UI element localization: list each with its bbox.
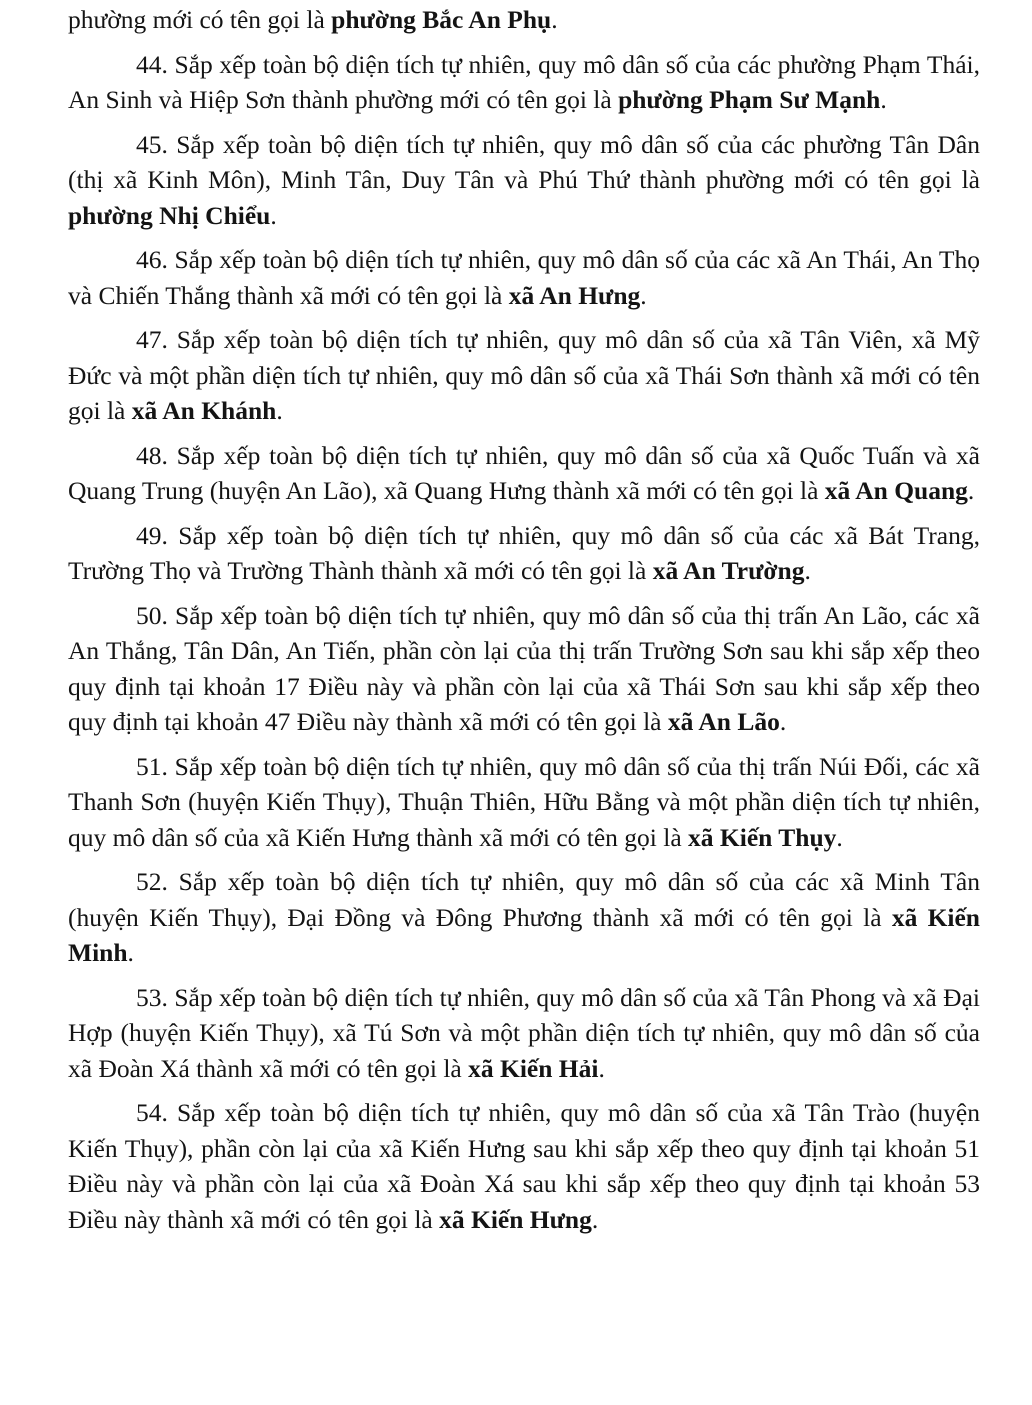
clause-end: . <box>276 396 283 425</box>
clause-52 <box>68 864 980 971</box>
clause-45 <box>68 127 980 234</box>
clause-54 <box>68 1095 980 1237</box>
new-unit-name: phường Bắc An Phụ <box>331 5 552 34</box>
clause-text: phường mới có tên gọi là <box>68 5 332 34</box>
new-unit-name: xã An Trường <box>652 556 805 585</box>
clause-text: 44. Sắp xếp toàn bộ diện tích tự nhiên, quy mô dân số của các phường Phạm Thái, An Sinh và Hiệp Sơn thành phường mới có tên gọi là <box>68 49 980 114</box>
clause-end: . <box>836 822 843 852</box>
clause-text: 48. Sắp xếp toàn bộ diện tích tự nhiên, quy mô dân số của xã Quốc Tuấn và xã Quang Trung (huyện An Lão), xã Quang Hưng thành xã mới có tên gọi là <box>68 440 980 505</box>
clause-end: . <box>127 938 134 967</box>
clause-text: 45. Sắp xếp toàn bộ diện tích tự nhiên, quy mô dân số của các phường Tân Dân (thị xã Kinh Môn), Minh Tân, Duy Tân và Phú Thứ thành phường mới có tên gọi là <box>68 129 980 194</box>
clause-end: . <box>598 1053 605 1083</box>
clause-46 <box>68 242 980 313</box>
new-unit-name: xã An Quang <box>824 476 968 505</box>
clause-text: 53. Sắp xếp toàn bộ diện tích tự nhiên, quy mô dân số của xã Tân Phong và xã Đại Hợp (huyện Kiến Thụy), xã Tú Sơn và một phần diện tích tự nhiên, quy mô dân số của xã Đoàn Xá thành xã mới có tên gọi là <box>68 982 980 1083</box>
new-unit-name: xã An Hưng <box>508 280 641 310</box>
clause-51 <box>68 749 980 856</box>
clause-end: . <box>967 476 975 505</box>
clause-end: . <box>804 556 811 585</box>
clause-53 <box>68 980 980 1087</box>
clause-end: . <box>779 707 787 736</box>
clause-text: 54. Sắp xếp toàn bộ diện tích tự nhiên, quy mô dân số của xã Tân Trào (huyện Kiến Thụy), phần còn lại của xã Kiến Hưng sau khi sắp xếp theo quy định tại khoản 51 Điều này và phần còn lại của xã Đoàn Xá sau khi sắp xếp theo quy định tại khoản 53 Điều này thành xã mới có tên gọi là <box>68 1098 980 1234</box>
new-unit-name: phường Nhị Chiểu <box>68 200 271 230</box>
new-unit-name: xã Kiến Thụy <box>688 822 837 852</box>
clause-text: 50. Sắp xếp toàn bộ diện tích tự nhiên, quy mô dân số của thị trấn An Lão, các xã An Thắng, Tân Dân, An Tiến, phần còn lại của thị trấn Trường Sơn sau khi sắp xếp theo quy định tại khoản 17 Điều này và phần còn lại của xã Thái Sơn sau khi sắp xếp theo quy định tại khoản 47 Điều này thành xã mới có tên gọi là <box>68 600 980 736</box>
clause-47 <box>68 322 980 429</box>
clause-text: 46. Sắp xếp toàn bộ diện tích tự nhiên, quy mô dân số của các xã An Thái, An Thọ và Chiến Thắng thành xã mới có tên gọi là <box>68 245 980 310</box>
clause-text: 47. Sắp xếp toàn bộ diện tích tự nhiên, quy mô dân số của xã Tân Viên, xã Mỹ Đức và một phần diện tích tự nhiên, quy mô dân số của xã Thái Sơn thành xã mới có tên gọi là <box>68 325 980 425</box>
new-unit-name: xã Kiến Hưng <box>439 1204 592 1234</box>
clause-49 <box>68 518 980 589</box>
clause-44 <box>68 47 980 118</box>
clause-end: . <box>880 85 887 114</box>
clause-end: . <box>640 280 647 310</box>
clause-end: . <box>270 200 277 230</box>
clause-43-continuation <box>68 2 980 38</box>
new-unit-name: xã An Lão <box>667 707 780 736</box>
clause-end: . <box>591 1204 599 1234</box>
clause-end: . <box>551 5 558 34</box>
clause-text: 52. Sắp xếp toàn bộ diện tích tự nhiên, quy mô dân số của các xã Minh Tân (huyện Kiến Thụy), Đại Đồng và Đông Phương thành xã mới có tên gọi là <box>68 867 980 932</box>
clause-50 <box>68 598 980 740</box>
new-unit-name: phường Phạm Sư Mạnh <box>618 85 881 114</box>
clause-text: 51. Sắp xếp toàn bộ diện tích tự nhiên, quy mô dân số của thị trấn Núi Đối, các xã Thanh Sơn (huyện Kiến Thụy), Thuận Thiên, Hữu Bằng và một phần diện tích tự nhiên, quy mô dân số của xã Kiến Hưng thành xã mới có tên gọi là <box>68 751 980 852</box>
new-unit-name: xã An Khánh <box>131 396 277 425</box>
new-unit-name: xã Kiến Hải <box>468 1053 599 1083</box>
new-unit-name: xã Kiến Minh <box>68 902 980 967</box>
clause-48 <box>68 438 980 509</box>
clause-text: 49. Sắp xếp toàn bộ diện tích tự nhiên, quy mô dân số của các xã Bát Trang, Trường Thọ và Trường Thành thành xã mới có tên gọi là <box>68 520 980 585</box>
